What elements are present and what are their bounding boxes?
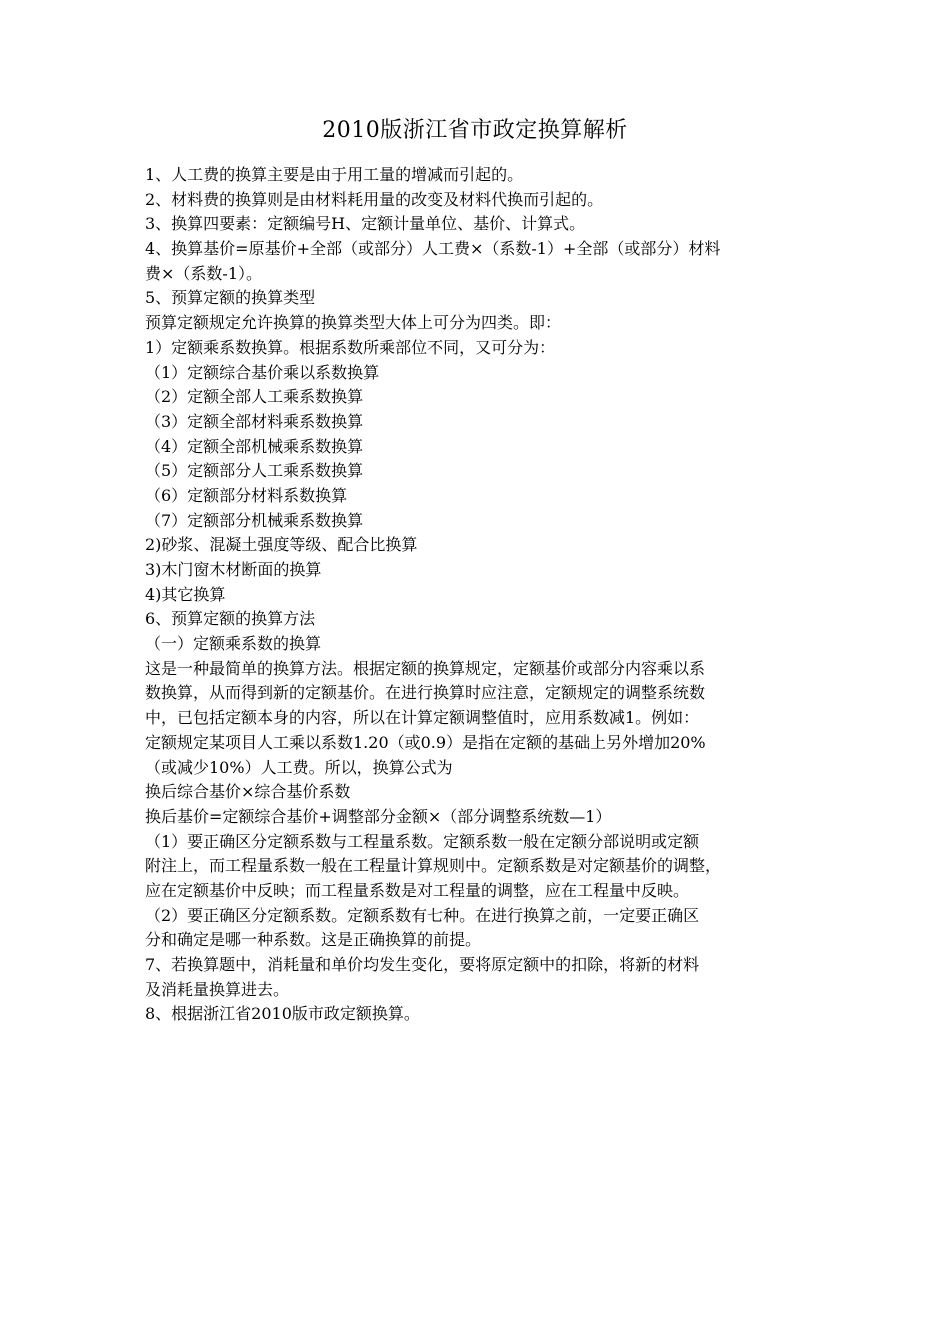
text-line: 3、换算四要素：定额编号H、定额计量单位、基价、计算式。 xyxy=(145,214,586,234)
list-item: （5）定额部分人工乘系数换算 xyxy=(145,461,364,481)
text-line: 这是一种最简单的换算方法。根据定额的换算规定，定额基价或部分内容乘以系 xyxy=(145,658,706,678)
text-line: 费×（系数-1）。 xyxy=(145,263,262,283)
list-item: （1）定额综合基价乘以系数换算 xyxy=(145,362,380,382)
text-line: （或减少10%）人工费。所以，换算公式为 xyxy=(145,757,453,777)
text-line: 及消耗量换算进去。 xyxy=(145,979,290,999)
text-line: 2、材料费的换算则是由材料耗用量的改变及材料代换而引起的。 xyxy=(145,189,604,209)
text-line: 附注上，而工程量系数一般在工程量计算规则中。定额系数是对定额基价的调整， xyxy=(145,856,722,876)
text-line: 定额规定某项目人工乘以系数1.20（或0.9）是指在定额的基础上另外增加20% xyxy=(145,732,706,752)
list-item: 2)砂浆、混凝土强度等级、配合比换算 xyxy=(145,535,418,555)
list-item: （4）定额全部机械乘系数换算 xyxy=(145,436,364,456)
text-line: 7、若换算题中，消耗量和单价均发生变化，要将原定额中的扣除，将新的材料 xyxy=(145,955,700,974)
section-heading: 5、预算定额的换算类型 xyxy=(145,288,316,308)
text-line: 数换算，从而得到新的定额基价。在进行换算时应注意，定额规定的调整系统数 xyxy=(145,683,706,703)
subsection-heading: （一）定额乘系数的换算 xyxy=(145,634,322,654)
text-line: 分和确定是哪一种系数。这是正确换算的前提。 xyxy=(145,930,482,950)
text-line: 1、人工费的换算主要是由于用工量的增减而引起的。 xyxy=(145,165,524,184)
list-item: （3）定额全部材料乘系数换算 xyxy=(145,411,364,431)
formula-line: 换后综合基价×综合基价系数 xyxy=(145,782,351,802)
list-item: 3)木门窗木材断面的换算 xyxy=(145,560,322,579)
text-line: 8、根据浙江省2010版市政定额换算。 xyxy=(145,1004,420,1024)
text-line: 4、换算基价=原基价+全部（或部分）人工费×（系数-1）+全部（或部分）材料 xyxy=(145,239,721,259)
formula-line: 换后基价=定额综合基价+调整部分金额×（部分调整系统数—1） xyxy=(145,806,612,826)
list-item: （6）定额部分材料系数换算 xyxy=(145,485,348,505)
document-title: 2010版浙江省市政定换算解析 xyxy=(322,118,628,143)
section-heading: 6、预算定额的换算方法 xyxy=(145,609,316,629)
list-item: （7）定额部分机械乘系数换算 xyxy=(145,510,364,530)
text-line: （1）要正确区分定额系数与工程量系数。定额系数一般在定额分部说明或定额 xyxy=(145,831,700,851)
text-line: 1）定额乘系数换算。根据系数所乘部位不同，又可分为： xyxy=(145,337,556,357)
text-line: 预算定额规定允许换算的换算类型大体上可分为四类。即： xyxy=(145,313,562,333)
text-line: 应在定额基价中反映；而工程量系数是对工程量的调整，应在工程量中反映。 xyxy=(145,880,690,900)
list-item: 4)其它换算 xyxy=(145,584,226,604)
document-body xyxy=(145,163,813,1027)
text-line: 中，已包括定额本身的内容，所以在计算定额调整值时，应用系数减1。例如： xyxy=(145,708,700,728)
list-item: （2）定额全部人工乘系数换算 xyxy=(145,387,364,407)
text-line: （2）要正确区分定额系数。定额系数有七种。在进行换算之前，一定要正确区 xyxy=(145,905,700,925)
